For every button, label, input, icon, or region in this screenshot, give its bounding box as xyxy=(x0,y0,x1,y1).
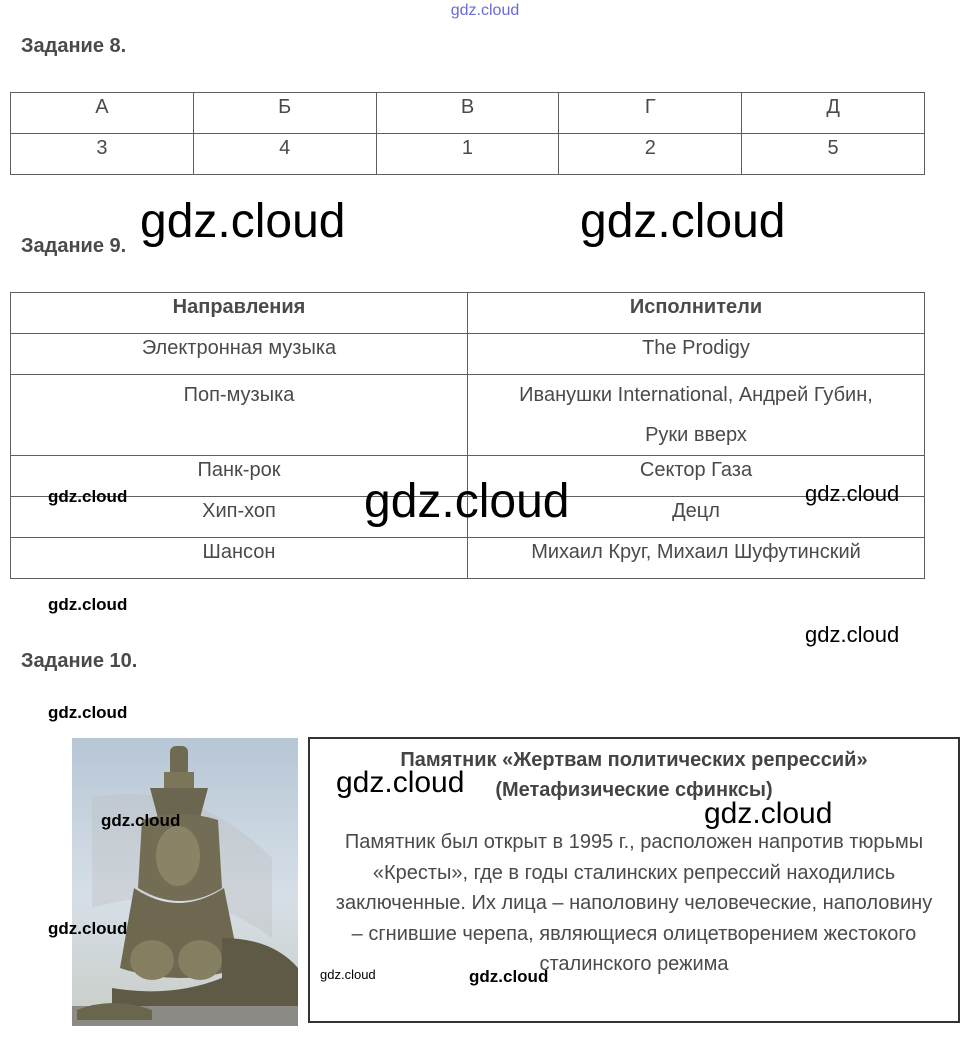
watermark-text: gdz.cloud xyxy=(48,919,128,938)
monument-subtitle: (Метафизические сфинксы) xyxy=(495,779,773,801)
table-cell: 2 xyxy=(559,134,742,175)
table-cell: Михаил Круг, Михаил Шуфутинский xyxy=(468,538,925,579)
table-cell: В xyxy=(376,93,559,134)
watermark-text: gdz.cloud xyxy=(704,797,833,830)
task-10-title: Задание 10. xyxy=(21,650,138,672)
watermark-text: gdz.cloud xyxy=(805,481,900,506)
task-8-table xyxy=(10,92,925,175)
table-header-row xyxy=(11,293,925,334)
cell-line: Руки вверх xyxy=(645,424,747,446)
table-row xyxy=(11,538,925,579)
monument-description: Памятник был открыт в 1995 г., расположен напротив тюрьмы «Кресты», где в годы сталинских репрессий находились заключенные. Их лица – наполовину человеческие, наполовину – сгнившие черепа, являющиеся олицетворением жестокого сталинского режима xyxy=(335,831,933,975)
watermark-text: gdz.cloud xyxy=(48,487,128,506)
table-cell: 1 xyxy=(376,134,559,175)
table-cell: 3 xyxy=(11,134,194,175)
sphinx-illustration xyxy=(72,738,298,1026)
table-cell xyxy=(468,375,925,456)
table-cell: Д xyxy=(742,93,925,134)
watermark-text: gdz.cloud xyxy=(320,967,376,982)
table-cell: Поп-музыка xyxy=(11,375,468,456)
sphinx-photo xyxy=(72,738,298,1026)
table-row xyxy=(11,375,925,456)
watermark-text: gdz.cloud xyxy=(140,195,346,248)
task-9-table xyxy=(10,292,925,579)
watermark-text: gdz.cloud xyxy=(48,703,128,722)
task-9-title: Задание 9. xyxy=(21,235,127,257)
table-cell: 5 xyxy=(742,134,925,175)
task-8-title: Задание 8. xyxy=(21,35,127,57)
table-cell: А xyxy=(11,93,194,134)
watermark-text: gdz.cloud xyxy=(101,811,181,830)
cell-line: Иванушки International, Андрей Губин, xyxy=(519,384,873,406)
monument-title: Памятник «Жертвам политических репрессий» xyxy=(400,749,868,771)
table-header-cell: Направления xyxy=(11,293,468,334)
table-cell: Шансон xyxy=(11,538,468,579)
watermark-text: gdz.cloud xyxy=(580,195,786,248)
table-cell: Хип-хоп xyxy=(11,497,468,538)
table-cell: Электронная музыка xyxy=(11,334,468,375)
table-row xyxy=(11,334,925,375)
table-cell: Панк-рок xyxy=(11,456,468,497)
table-row xyxy=(11,134,925,175)
table-header-cell: Исполнители xyxy=(468,293,925,334)
watermark-text: gdz.cloud xyxy=(469,967,549,986)
top-watermark: gdz.cloud xyxy=(450,2,520,19)
table-header-row xyxy=(11,93,925,134)
table-cell: Б xyxy=(193,93,376,134)
watermark-text: gdz.cloud xyxy=(336,766,465,799)
watermark-text: gdz.cloud xyxy=(48,595,128,614)
table-cell: Сектор Газа xyxy=(468,456,925,497)
table-cell: 4 xyxy=(193,134,376,175)
table-cell: Децл xyxy=(468,497,925,538)
watermark-text: gdz.cloud xyxy=(364,475,570,528)
watermark-text: gdz.cloud xyxy=(805,622,900,647)
table-cell: The Prodigy xyxy=(468,334,925,375)
table-cell: Г xyxy=(559,93,742,134)
